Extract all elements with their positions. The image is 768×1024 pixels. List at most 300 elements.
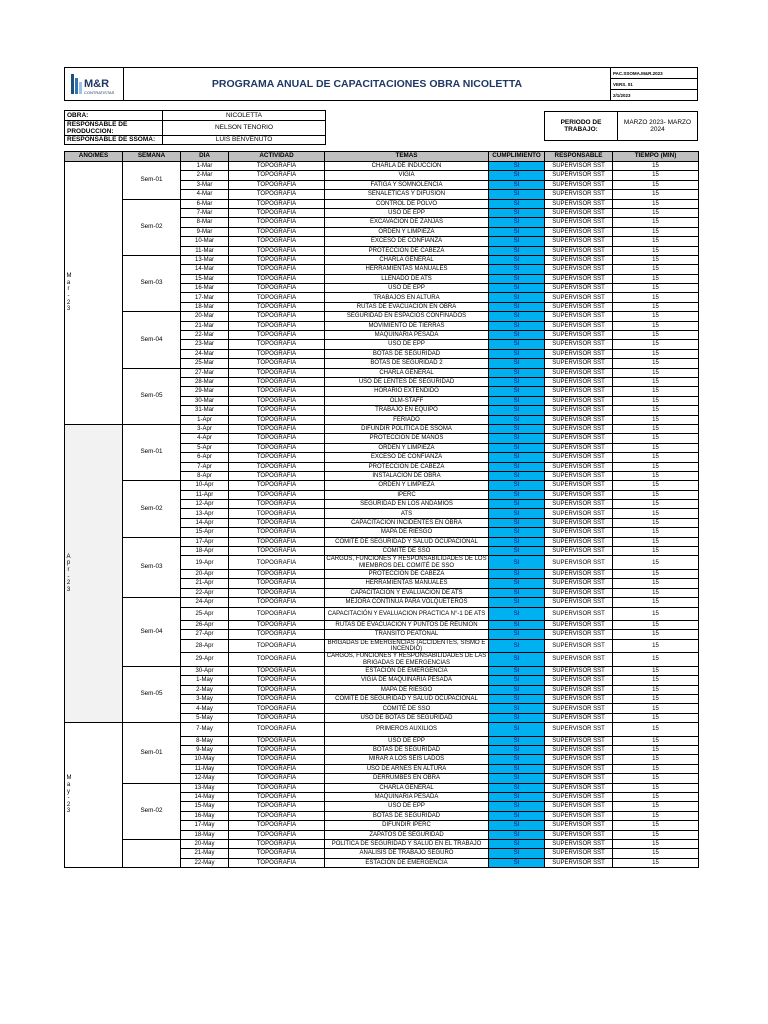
month-label: M a r - 2 3	[66, 273, 72, 313]
topic-cell: MAPA DE RIESGO	[325, 528, 489, 537]
week-cell: Sem-02	[123, 783, 181, 839]
activity-cell: TOPOGRAFIA	[229, 443, 325, 452]
compliance-cell: SI	[489, 312, 545, 321]
topic-cell: USO DE EPP	[325, 208, 489, 217]
month-cell	[65, 424, 123, 722]
compliance-cell: SI	[489, 368, 545, 377]
activity-cell: TOPOGRAFIA	[229, 830, 325, 839]
day-cell: 12-May	[181, 774, 229, 783]
day-cell: 26-Apr	[181, 620, 229, 629]
compliance-cell: SI	[489, 246, 545, 255]
topic-cell: OLM-STAFF	[325, 396, 489, 405]
day-cell: 20-Mar	[181, 312, 229, 321]
day-cell: 11-May	[181, 764, 229, 773]
time-cell: 15	[613, 199, 699, 208]
week-cell: Sem-04	[123, 312, 181, 368]
month-label: M a y - 2 3	[66, 775, 72, 815]
responsible-cell: SUPERVISOR SST	[545, 755, 613, 764]
activity-cell: TOPOGRAFIA	[229, 265, 325, 274]
activity-cell: TOPOGRAFIA	[229, 255, 325, 264]
activity-cell: TOPOGRAFIA	[229, 685, 325, 694]
responsible-cell: SUPERVISOR SST	[545, 462, 613, 471]
table-row	[65, 598, 699, 607]
activity-cell: TOPOGRAFIA	[229, 666, 325, 675]
day-cell: 8-Apr	[181, 471, 229, 480]
compliance-cell: SI	[489, 424, 545, 433]
activity-cell: TOPOGRAFIA	[229, 783, 325, 792]
responsible-cell: SUPERVISOR SST	[545, 849, 613, 858]
activity-cell: TOPOGRAFIA	[229, 218, 325, 227]
col-header: ACTIVIDAD	[229, 152, 325, 162]
activity-cell: TOPOGRAFIA	[229, 481, 325, 490]
responsible-cell: SUPERVISOR SST	[545, 607, 613, 620]
day-cell: 13-May	[181, 783, 229, 792]
activity-cell: TOPOGRAFIA	[229, 630, 325, 639]
topic-cell: COMITÉ DE SEGURIDAD Y SALUD OCUPACIONAL	[325, 695, 489, 704]
day-cell: 13-Mar	[181, 255, 229, 264]
activity-cell: TOPOGRAFIA	[229, 755, 325, 764]
day-cell: 2-Mar	[181, 171, 229, 180]
topic-cell: CAPACITACIÓN INCIDENTES EN OBRA	[325, 518, 489, 527]
day-cell: 20-May	[181, 839, 229, 848]
compliance-cell: SI	[489, 255, 545, 264]
day-cell: 30-Apr	[181, 666, 229, 675]
time-cell: 15	[613, 620, 699, 629]
topic-cell: ANALISIS DE TRABAJO SEGURO	[325, 849, 489, 858]
compliance-cell: SI	[489, 793, 545, 802]
day-cell: 19-Apr	[181, 556, 229, 570]
compliance-cell: SI	[489, 199, 545, 208]
activity-cell: TOPOGRAFIA	[229, 537, 325, 546]
time-cell: 15	[613, 537, 699, 546]
time-cell: 15	[613, 528, 699, 537]
day-cell: 30-Mar	[181, 396, 229, 405]
day-cell: 16-May	[181, 811, 229, 820]
time-cell: 15	[613, 302, 699, 311]
topic-cell: EXCAVACION DE ZANJAS	[325, 218, 489, 227]
compliance-cell: SI	[489, 755, 545, 764]
topic-cell: MEJORA CONTINUA PARA VOLQUETEROS	[325, 598, 489, 607]
day-cell: 17-Mar	[181, 293, 229, 302]
compliance-cell: SI	[489, 704, 545, 713]
responsible-cell: SUPERVISOR SST	[545, 359, 613, 368]
day-cell: 3-May	[181, 695, 229, 704]
activity-cell: TOPOGRAFIA	[229, 190, 325, 199]
topic-cell: SEGURIDAD EN LOS ANDAMIOS	[325, 500, 489, 509]
responsible-cell: SUPERVISOR SST	[545, 284, 613, 293]
time-cell: 15	[613, 518, 699, 527]
compliance-cell: SI	[489, 830, 545, 839]
time-cell: 15	[613, 793, 699, 802]
col-header: TEMAS	[325, 152, 489, 162]
compliance-cell: SI	[489, 265, 545, 274]
time-cell: 15	[613, 547, 699, 556]
time-cell: 15	[613, 598, 699, 607]
activity-cell: TOPOGRAFIA	[229, 746, 325, 755]
responsible-cell: SUPERVISOR SST	[545, 723, 613, 736]
time-cell: 15	[613, 509, 699, 518]
compliance-cell: SI	[489, 443, 545, 452]
topic-cell: COMITÉ DE SSO	[325, 704, 489, 713]
page-title: PROGRAMA ANUAL DE CAPACITACIONES OBRA NICOLETTA	[124, 68, 611, 101]
time-cell: 15	[613, 676, 699, 685]
activity-cell: TOPOGRAFIA	[229, 704, 325, 713]
week-cell: Sem-05	[123, 368, 181, 424]
day-cell: 31-Mar	[181, 406, 229, 415]
activity-cell: TOPOGRAFIA	[229, 858, 325, 867]
day-cell: 27-Apr	[181, 630, 229, 639]
time-cell: 15	[613, 340, 699, 349]
time-cell: 15	[613, 453, 699, 462]
topic-cell: CHARLA GENERAL	[325, 783, 489, 792]
compliance-cell: SI	[489, 736, 545, 745]
responsible-cell: SUPERVISOR SST	[545, 802, 613, 811]
responsible-cell: SUPERVISOR SST	[545, 588, 613, 597]
compliance-cell: SI	[489, 556, 545, 570]
time-cell: 15	[613, 570, 699, 579]
compliance-cell: SI	[489, 607, 545, 620]
time-cell: 15	[613, 666, 699, 675]
compliance-cell: SI	[489, 685, 545, 694]
time-cell: 15	[613, 387, 699, 396]
responsible-cell: SUPERVISOR SST	[545, 500, 613, 509]
day-cell: 2-May	[181, 685, 229, 694]
day-cell: 20-Apr	[181, 570, 229, 579]
info-value: NICOLETTA	[163, 111, 326, 121]
topic-cell: CAPACITACIÓN Y EVALUACION DE ATS	[325, 588, 489, 597]
day-cell: 15-Mar	[181, 274, 229, 283]
day-cell: 14-May	[181, 793, 229, 802]
compliance-cell: SI	[489, 620, 545, 629]
table-row	[65, 162, 699, 171]
day-cell: 3-Mar	[181, 180, 229, 189]
time-cell: 15	[613, 821, 699, 830]
topic-cell: IPERC	[325, 490, 489, 499]
time-cell: 15	[613, 208, 699, 217]
time-cell: 15	[613, 811, 699, 820]
day-cell: 7-May	[181, 723, 229, 736]
topic-cell: BOTAS DE SEGURIDAD 2	[325, 359, 489, 368]
compliance-cell: SI	[489, 331, 545, 340]
responsible-cell: SUPERVISOR SST	[545, 830, 613, 839]
day-cell: 27-Mar	[181, 368, 229, 377]
day-cell: 7-Apr	[181, 462, 229, 471]
topic-cell: VIGIA	[325, 171, 489, 180]
compliance-cell: SI	[489, 434, 545, 443]
time-cell: 15	[613, 424, 699, 433]
activity-cell: TOPOGRAFIA	[229, 811, 325, 820]
responsible-cell: SUPERVISOR SST	[545, 839, 613, 848]
responsible-cell: SUPERVISOR SST	[545, 171, 613, 180]
activity-cell: TOPOGRAFIA	[229, 821, 325, 830]
activity-cell: TOPOGRAFIA	[229, 509, 325, 518]
activity-cell: TOPOGRAFIA	[229, 434, 325, 443]
info-label: RESPONSABLE DE PRODUCCION:	[65, 120, 163, 135]
topic-cell: ESTACION DE EMERGENCIA	[325, 666, 489, 675]
topic-cell: PROTECCION DE MANOS	[325, 434, 489, 443]
topic-cell: LLENADO DE ATS	[325, 274, 489, 283]
compliance-cell: SI	[489, 293, 545, 302]
responsible-cell: SUPERVISOR SST	[545, 218, 613, 227]
time-cell: 15	[613, 849, 699, 858]
activity-cell: TOPOGRAFIA	[229, 713, 325, 722]
info-value: LUIS BENVENUTO	[163, 135, 326, 145]
day-cell: 3-Apr	[181, 424, 229, 433]
day-cell: 21-May	[181, 849, 229, 858]
activity-cell: TOPOGRAFIA	[229, 331, 325, 340]
activity-cell: TOPOGRAFIA	[229, 180, 325, 189]
compliance-cell: SI	[489, 653, 545, 667]
activity-cell: TOPOGRAFIA	[229, 764, 325, 773]
responsible-cell: SUPERVISOR SST	[545, 406, 613, 415]
compliance-cell: SI	[489, 359, 545, 368]
activity-cell: TOPOGRAFIA	[229, 570, 325, 579]
compliance-cell: SI	[489, 171, 545, 180]
week-cell	[123, 839, 181, 867]
responsible-cell: SUPERVISOR SST	[545, 255, 613, 264]
time-cell: 15	[613, 713, 699, 722]
day-cell: 24-Apr	[181, 598, 229, 607]
month-cell	[65, 723, 123, 868]
responsible-cell: SUPERVISOR SST	[545, 396, 613, 405]
compliance-cell: SI	[489, 387, 545, 396]
compliance-cell: SI	[489, 180, 545, 189]
time-cell: 15	[613, 218, 699, 227]
topic-cell: USO DE EPP	[325, 736, 489, 745]
compliance-cell: SI	[489, 406, 545, 415]
time-cell: 15	[613, 490, 699, 499]
activity-cell: TOPOGRAFIA	[229, 736, 325, 745]
activity-cell: TOPOGRAFIA	[229, 802, 325, 811]
time-cell: 15	[613, 746, 699, 755]
day-cell: 24-Mar	[181, 349, 229, 358]
topic-cell: FATIGA Y SOMNOLENCIA	[325, 180, 489, 189]
day-cell: 21-Apr	[181, 579, 229, 588]
time-cell: 15	[613, 331, 699, 340]
topic-cell: TRÁNSITO PEATONAL	[325, 630, 489, 639]
compliance-cell: SI	[489, 190, 545, 199]
table-row	[65, 723, 699, 736]
responsible-cell: SUPERVISOR SST	[545, 453, 613, 462]
time-cell: 15	[613, 462, 699, 471]
responsible-cell: SUPERVISOR SST	[545, 377, 613, 386]
compliance-cell: SI	[489, 639, 545, 653]
topic-cell: VIGIA DE MAQUINARIA PESADA	[325, 676, 489, 685]
table-row	[65, 199, 699, 208]
time-cell: 15	[613, 653, 699, 667]
topic-cell: CHARLA GENERAL	[325, 368, 489, 377]
activity-cell: TOPOGRAFIA	[229, 500, 325, 509]
responsible-cell: SUPERVISOR SST	[545, 704, 613, 713]
compliance-cell: SI	[489, 396, 545, 405]
topic-cell: DERRUMBES EN OBRA	[325, 774, 489, 783]
time-cell: 15	[613, 359, 699, 368]
compliance-cell: SI	[489, 547, 545, 556]
time-cell: 15	[613, 736, 699, 745]
time-cell: 15	[613, 783, 699, 792]
activity-cell: TOPOGRAFIA	[229, 237, 325, 246]
responsible-cell: SUPERVISOR SST	[545, 237, 613, 246]
topic-cell: BRIGADAS DE EMERGENCIAS (ACCIDENTES, SISMO E INCENDIO)	[325, 639, 489, 653]
responsible-cell: SUPERVISOR SST	[545, 331, 613, 340]
topic-cell: CHARLA DE INDUCCION	[325, 162, 489, 171]
responsible-cell: SUPERVISOR SST	[545, 783, 613, 792]
time-cell: 15	[613, 434, 699, 443]
topic-cell: CAPACITACIÓN Y EVALUACION PRACTICA N°-1 DE ATS	[325, 607, 489, 620]
topic-cell: CONTROL DE POLVO	[325, 199, 489, 208]
day-cell: 10-Mar	[181, 237, 229, 246]
logo-text: M&R	[84, 78, 110, 90]
responsible-cell: SUPERVISOR SST	[545, 434, 613, 443]
compliance-cell: SI	[489, 802, 545, 811]
compliance-cell: SI	[489, 666, 545, 675]
time-cell: 15	[613, 274, 699, 283]
responsible-cell: SUPERVISOR SST	[545, 443, 613, 452]
responsible-cell: SUPERVISOR SST	[545, 246, 613, 255]
topic-cell: MIRAR A LOS SEIS LADOS	[325, 755, 489, 764]
responsible-cell: SUPERVISOR SST	[545, 713, 613, 722]
activity-cell: TOPOGRAFIA	[229, 227, 325, 236]
day-cell: 13-Apr	[181, 509, 229, 518]
week-cell: Sem-04	[123, 598, 181, 667]
activity-cell: TOPOGRAFIA	[229, 208, 325, 217]
work-period	[544, 111, 698, 141]
responsible-cell: SUPERVISOR SST	[545, 227, 613, 236]
activity-cell: TOPOGRAFIA	[229, 556, 325, 570]
table-row	[65, 666, 699, 675]
topic-cell: COMITÉ DE SEGURIDAD Y SALUD OCUPACIONAL	[325, 537, 489, 546]
activity-cell: TOPOGRAFIA	[229, 171, 325, 180]
activity-cell: TOPOGRAFIA	[229, 528, 325, 537]
compliance-cell: SI	[489, 764, 545, 773]
time-cell: 15	[613, 377, 699, 386]
company-logo	[65, 68, 124, 101]
time-cell: 15	[613, 685, 699, 694]
day-cell: 5-May	[181, 713, 229, 722]
time-cell: 15	[613, 630, 699, 639]
activity-cell: TOPOGRAFIA	[229, 639, 325, 653]
topic-cell: MAPA DE RIESGO	[325, 685, 489, 694]
compliance-cell: SI	[489, 528, 545, 537]
responsible-cell: SUPERVISOR SST	[545, 639, 613, 653]
topic-cell: ESTACION DE EMERGENCIA	[325, 858, 489, 867]
time-cell: 15	[613, 312, 699, 321]
compliance-cell: SI	[489, 723, 545, 736]
compliance-cell: SI	[489, 274, 545, 283]
activity-cell: TOPOGRAFIA	[229, 312, 325, 321]
topic-cell: PROTECCION DE CABEZA	[325, 570, 489, 579]
day-cell: 4-Apr	[181, 434, 229, 443]
activity-cell: TOPOGRAFIA	[229, 518, 325, 527]
topic-cell: EXCESO DE CONFIANZA	[325, 453, 489, 462]
activity-cell: TOPOGRAFIA	[229, 653, 325, 667]
week-cell: Sem-02	[123, 481, 181, 537]
activity-cell: TOPOGRAFIA	[229, 588, 325, 597]
time-cell: 15	[613, 190, 699, 199]
time-cell: 15	[613, 180, 699, 189]
topic-cell: ZAPATOS DE SEGURIDAD	[325, 830, 489, 839]
responsible-cell: SUPERVISOR SST	[545, 556, 613, 570]
time-cell: 15	[613, 588, 699, 597]
day-cell: 22-May	[181, 858, 229, 867]
col-header: RESPONSABLE	[545, 152, 613, 162]
activity-cell: TOPOGRAFIA	[229, 547, 325, 556]
responsible-cell: SUPERVISOR SST	[545, 180, 613, 189]
day-cell: 14-Mar	[181, 265, 229, 274]
time-cell: 15	[613, 481, 699, 490]
responsible-cell: SUPERVISOR SST	[545, 265, 613, 274]
topic-cell: ORDEN Y LIMPIEZA	[325, 227, 489, 236]
activity-cell: TOPOGRAFIA	[229, 453, 325, 462]
time-cell: 15	[613, 415, 699, 424]
day-cell: 28-Mar	[181, 377, 229, 386]
time-cell: 15	[613, 639, 699, 653]
time-cell: 15	[613, 723, 699, 736]
activity-cell: TOPOGRAFIA	[229, 415, 325, 424]
activity-cell: TOPOGRAFIA	[229, 406, 325, 415]
day-cell: 7-Mar	[181, 208, 229, 217]
topic-cell: SEGURIDAD EN ESPACIOS CONFINADOS	[325, 312, 489, 321]
compliance-cell: SI	[489, 598, 545, 607]
day-cell: 25-Apr	[181, 607, 229, 620]
time-cell: 15	[613, 774, 699, 783]
responsible-cell: SUPERVISOR SST	[545, 415, 613, 424]
day-cell: 29-Mar	[181, 387, 229, 396]
responsible-cell: SUPERVISOR SST	[545, 368, 613, 377]
responsible-cell: SUPERVISOR SST	[545, 764, 613, 773]
day-cell: 1-May	[181, 676, 229, 685]
topic-cell: CARGOS, FUNCIONES Y RESPONSABILIDADES DE LOS MIEMBROS DEL COMITÉ DE SSO	[326, 556, 487, 569]
period-label: PERIODO DE TRABAJO:	[545, 112, 618, 141]
activity-cell: TOPOGRAFIA	[229, 377, 325, 386]
responsible-cell: SUPERVISOR SST	[545, 537, 613, 546]
day-cell: 12-Apr	[181, 500, 229, 509]
activity-cell: TOPOGRAFIA	[229, 321, 325, 330]
compliance-cell: SI	[489, 713, 545, 722]
doc-version: VERS. 01	[611, 79, 698, 90]
compliance-cell: SI	[489, 284, 545, 293]
topic-cell: CARGOS, FUNCIONES Y RESPONSABILIDADES DE LAS BRIGADAS DE EMERGENCIAS	[325, 653, 489, 667]
compliance-cell: SI	[489, 481, 545, 490]
responsible-cell: SUPERVISOR SST	[545, 528, 613, 537]
day-cell: 8-Mar	[181, 218, 229, 227]
activity-cell: TOPOGRAFIA	[229, 471, 325, 480]
day-cell: 17-May	[181, 821, 229, 830]
week-cell: Sem-05	[123, 666, 181, 722]
compliance-cell: SI	[489, 783, 545, 792]
week-cell: Sem-03	[123, 537, 181, 598]
responsible-cell: SUPERVISOR SST	[545, 774, 613, 783]
compliance-cell: SI	[489, 462, 545, 471]
logo-subtext: CONTRATISTAS	[84, 90, 115, 95]
day-cell: 6-Apr	[181, 453, 229, 462]
compliance-cell: SI	[489, 774, 545, 783]
topic-cell: INSTALACION DE OBRA	[325, 471, 489, 480]
topic-cell: EXCESO DE CONFIANZA	[325, 237, 489, 246]
activity-cell: TOPOGRAFIA	[229, 598, 325, 607]
topic-cell: TRABAJO EN EQUIPO	[325, 406, 489, 415]
topic-cell: HORARIO EXTENDIDO	[325, 387, 489, 396]
responsible-cell: SUPERVISOR SST	[545, 509, 613, 518]
time-cell: 15	[613, 471, 699, 480]
day-cell: 29-Apr	[181, 653, 229, 667]
mr-logo-icon	[69, 70, 119, 98]
topic-cell: ATS	[325, 509, 489, 518]
responsible-cell: SUPERVISOR SST	[545, 321, 613, 330]
responsible-cell: SUPERVISOR SST	[545, 630, 613, 639]
week-cell: Sem-01	[123, 723, 181, 783]
day-cell: 1-Apr	[181, 415, 229, 424]
